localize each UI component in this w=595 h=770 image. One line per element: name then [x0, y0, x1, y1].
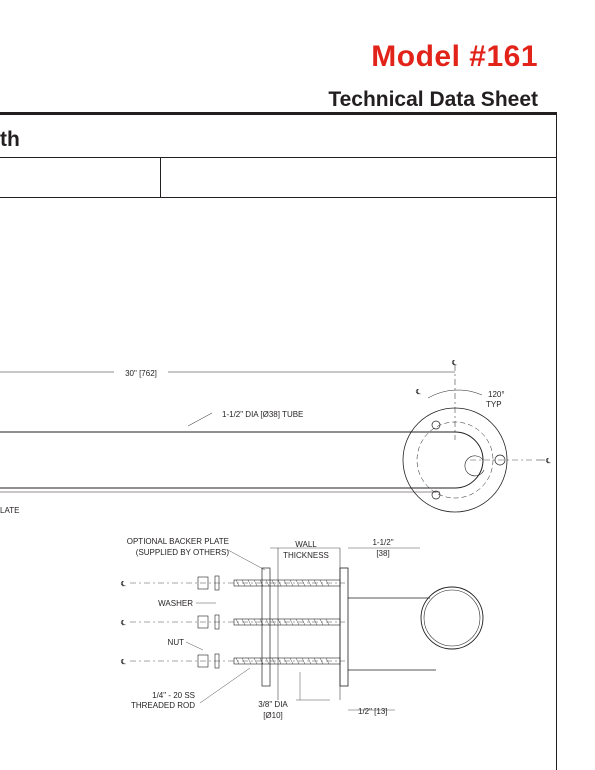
rod-leader: [200, 668, 250, 703]
threaded-rod-2: [130, 615, 345, 629]
length-dimension-label: 30" [762]: [125, 369, 157, 378]
threaded-rod-1: [130, 576, 345, 590]
tube-label-leader: [188, 413, 212, 426]
centerline-symbol-rod-2: ℄: [121, 620, 126, 627]
wall-label-2: THICKNESS: [283, 551, 329, 560]
backer-plate-label-1: OPTIONAL BACKER PLATE: [126, 537, 229, 546]
angle-typ-label: TYP: [486, 400, 502, 409]
bolt-circle: [417, 422, 493, 498]
centerline-symbol-top: ℄: [452, 360, 457, 367]
tube-diameter-label: 1-1/2" DIA [Ø38] TUBE: [222, 410, 304, 419]
screw-hole-top: [432, 421, 440, 429]
wall-label-1: WALL: [295, 540, 317, 549]
product-name-fragment: th: [0, 128, 20, 151]
nut-leader: [186, 642, 203, 650]
hole-diameter-label-1: 3/8" DIA: [258, 700, 288, 709]
tube-section-inner: [424, 590, 480, 646]
centerline-symbol-rod-1: ℄: [121, 581, 126, 588]
centerline-symbol-right: ℄: [546, 458, 551, 465]
tube-return: [465, 456, 484, 476]
tube-outline: [0, 432, 483, 488]
threaded-rod-label-1: 1/4" - 20 SS: [152, 691, 195, 700]
hole-diameter-label-2: [Ø10]: [263, 711, 283, 720]
bar-elevation-view: [0, 365, 545, 512]
flange-section: [340, 568, 348, 686]
angle-label: 120°: [488, 390, 505, 399]
backer-plate-label-2: (SUPPLIED BY OTHERS): [135, 548, 229, 557]
threaded-rod-3: [130, 654, 345, 668]
washer-label: WASHER: [158, 599, 193, 608]
nut-label: NUT: [167, 638, 184, 647]
offset-dimension-mm: [38]: [376, 549, 390, 558]
offset-dimension-label: 1-1/2": [372, 538, 394, 547]
technical-data-sheet-title: Technical Data Sheet: [328, 88, 538, 111]
flange-plate-label-fragment: LATE: [0, 506, 20, 515]
flange-dimension-label: 1/2" [13]: [358, 707, 388, 716]
mounting-section-view: [130, 548, 483, 710]
centerline-symbol-rod-3: ℄: [121, 659, 126, 666]
tube-section-outer: [421, 587, 483, 649]
threaded-rod-label-2: THREADED ROD: [130, 701, 195, 710]
backer-leader: [228, 550, 265, 570]
centerline-symbol-angle: ℄: [416, 389, 421, 396]
model-number-title: Model #161: [371, 40, 538, 73]
